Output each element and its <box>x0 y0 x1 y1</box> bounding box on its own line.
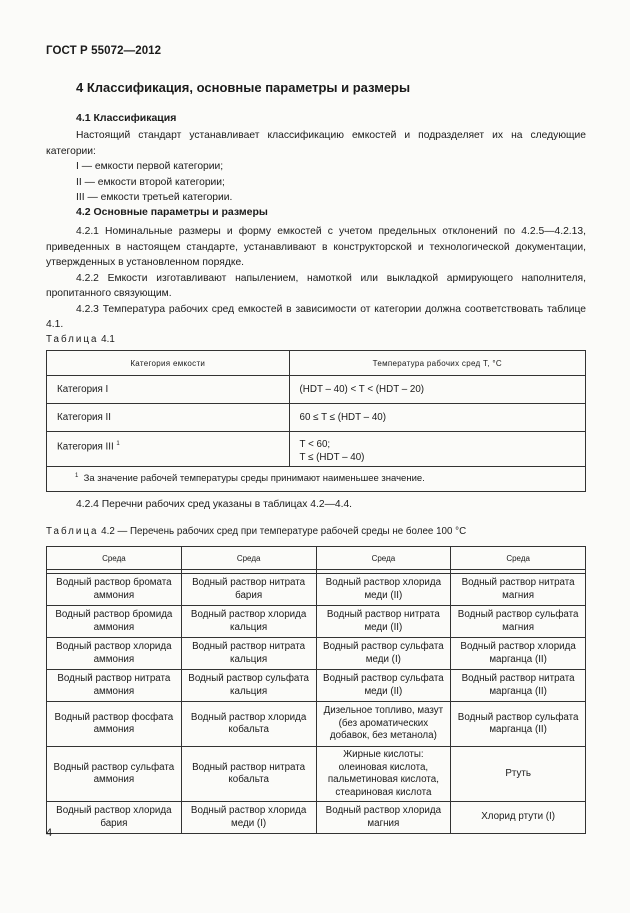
table-row <box>47 574 586 606</box>
column-header: Температура рабочих сред T, °C <box>289 351 585 376</box>
medium-cell: Водный раствор нитрата марганца (II) <box>451 670 586 702</box>
medium-cell: Водный раствор фосфата аммония <box>47 702 182 747</box>
category-item: I — емкости первой категории; <box>76 161 224 172</box>
medium-cell: Водный раствор бромида аммония <box>47 606 182 638</box>
category-list <box>76 159 232 206</box>
category-label: Категория III <box>57 441 114 453</box>
column-header: Среда <box>451 547 586 570</box>
medium-cell: Водный раствор нитрата меди (II) <box>316 606 451 638</box>
medium-cell: Жирные кислоты: олеиновая кислота, пальметиновая кислота, стеариновая кислота <box>316 747 451 802</box>
medium-cell: Водный раствор хлорида бария <box>47 802 182 834</box>
category-cell <box>47 432 290 467</box>
medium-cell: Водный раствор сульфата кальция <box>181 670 316 702</box>
table-row <box>47 638 586 670</box>
category-cell: Категория II <box>47 404 290 432</box>
caption-text: 4.2 — Перечень рабочих сред при температуре рабочей среды не более 100 °С <box>101 526 467 537</box>
table-row <box>47 376 586 404</box>
temperature-cell: (HDT – 40) < T < (HDT – 20) <box>289 376 585 404</box>
medium-cell: Водный раствор нитрата кобальта <box>181 747 316 802</box>
medium-cell: Водный раствор нитрата магния <box>451 574 586 606</box>
medium-cell: Водный раствор сульфата марганца (II) <box>451 702 586 747</box>
table-4-2 <box>46 546 586 834</box>
footnote-ref: 1 <box>116 441 120 447</box>
medium-cell: Водный раствор нитрата кальция <box>181 638 316 670</box>
medium-cell: Водный раствор хлорида аммония <box>47 638 182 670</box>
paragraphs-4-2 <box>46 224 586 333</box>
table-footnote-row <box>47 467 586 492</box>
table-row <box>47 404 586 432</box>
paragraph-4-2-1: 4.2.1 Номинальные размеры и форму емкостей с учетом предельных отклонений по 4.2.5—4.2.13, приведенных в настоящем стандарте, устанавливают в конструкторской и технологической документации, утвержденных в установленном порядке. <box>46 226 586 268</box>
column-header: Категория емкости <box>47 351 290 376</box>
table-4-1-caption <box>46 334 115 345</box>
medium-cell: Водный раствор сульфата меди (I) <box>316 638 451 670</box>
medium-cell: Водный раствор хлорида кобальта <box>181 702 316 747</box>
category-item: II — емкости второй категории; <box>76 176 225 188</box>
table-4-1 <box>46 350 586 492</box>
table-row <box>47 432 586 467</box>
caption-word: Таблица <box>46 526 99 537</box>
caption-number: 4.1 <box>101 334 115 345</box>
table-row <box>47 747 586 802</box>
temperature-cell: 60 ≤ T ≤ (HDT – 40) <box>289 404 585 432</box>
section-title: 4 Классификация, основные параметры и размеры <box>76 80 411 95</box>
medium-cell: Водный раствор нитрата бария <box>181 574 316 606</box>
category-item: III — емкости третьей категории. <box>76 192 233 203</box>
footnote-mark: 1 <box>75 473 79 480</box>
medium-cell: Водный раствор хлорида меди (II) <box>316 574 451 606</box>
medium-cell: Дизельное топливо, мазут (без ароматических добавок, без метанола) <box>316 702 451 747</box>
table-row <box>47 802 586 834</box>
document-header: ГОСТ Р 55072—2012 <box>46 45 162 57</box>
medium-cell: Водный раствор хлорида меди (I) <box>181 802 316 834</box>
caption-word: Таблица <box>46 334 99 345</box>
medium-cell: Ртуть <box>451 747 586 802</box>
paragraph-4-1 <box>46 128 586 159</box>
classification-text: Настоящий стандарт устанавливает классификацию емкостей и подразделяет их на следующие категории: <box>46 130 586 157</box>
page-number: 4 <box>46 827 53 839</box>
medium-cell: Водный раствор нитрата аммония <box>47 670 182 702</box>
paragraph-4-2-2: 4.2.2 Емкости изготавливают напылением, намоткой или выкладкой армирующего наполнителя, пропитанного связующим. <box>46 272 586 299</box>
table-row <box>47 670 586 702</box>
medium-cell: Водный раствор сульфата магния <box>451 606 586 638</box>
medium-cell: Водный раствор хлорида магния <box>316 802 451 834</box>
temperature-cell <box>289 432 585 467</box>
table-footnote <box>47 467 586 492</box>
column-header: Среда <box>181 547 316 570</box>
medium-cell: Водный раствор бромата аммония <box>47 574 182 606</box>
paragraph-4-2-4-block <box>46 497 586 513</box>
medium-cell: Водный раствор хлорида марганца (II) <box>451 638 586 670</box>
medium-cell: Водный раствор хлорида кальция <box>181 606 316 638</box>
medium-cell: Хлорид ртути (I) <box>451 802 586 834</box>
table-row <box>47 702 586 747</box>
medium-cell: Водный раствор сульфата меди (II) <box>316 670 451 702</box>
paragraph-4-2-4: 4.2.4 Перечни рабочих сред указаны в таблицах 4.2—4.4. <box>76 499 353 510</box>
subsection-title-4-2: 4.2 Основные параметры и размеры <box>76 206 268 218</box>
paragraph-4-2-3: 4.2.3 Температура рабочих сред емкостей в зависимости от категории должна соответствовать таблице 4.1. <box>46 303 586 330</box>
table-4-2-caption <box>46 526 466 537</box>
table-row <box>47 606 586 638</box>
temperature-line: T ≤ (HDT – 40) <box>299 452 365 463</box>
medium-cell: Водный раствор сульфата аммония <box>47 747 182 802</box>
footnote-text: За значение рабочей температуры среды принимают наименьшее значение. <box>83 473 425 485</box>
column-header: Среда <box>316 547 451 570</box>
column-header: Среда <box>47 547 182 570</box>
subsection-title-4-1: 4.1 Классификация <box>76 112 177 124</box>
category-cell: Категория I <box>47 376 290 404</box>
temperature-line: T < 60; <box>299 439 331 450</box>
